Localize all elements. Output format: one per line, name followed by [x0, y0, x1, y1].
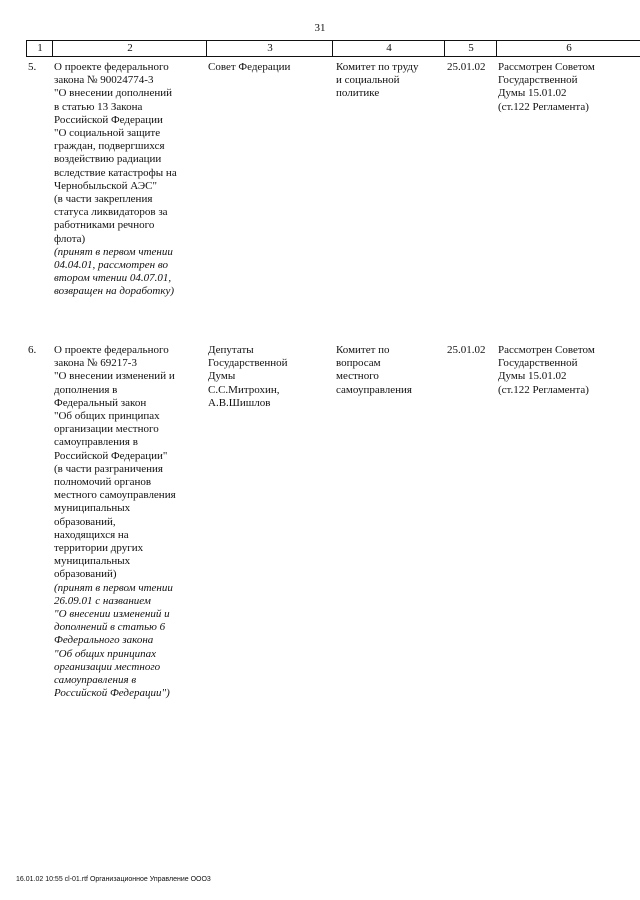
text-line: образований, — [54, 515, 116, 528]
text-line: Комитет по — [336, 344, 390, 356]
text-line: Российской Федерации") — [54, 687, 170, 700]
date — [447, 61, 499, 74]
text-line: образований) — [54, 568, 117, 581]
text-line: самоуправления в — [54, 674, 137, 687]
text-line: (в части разграничения — [54, 462, 163, 475]
text-line: закона № 69217-3 — [54, 357, 137, 370]
text-line: О проекте федерального — [54, 344, 169, 356]
text-line: статуса ликвидаторов за — [54, 206, 168, 219]
text-line: дополнения в — [54, 383, 118, 396]
text-line: Депутаты — [208, 344, 254, 356]
text-line: Российской Федерации" — [54, 449, 168, 462]
footer-info: 16.01.02 10:55 cl-01.rtf Организационное Управление ООО3 — [16, 876, 211, 883]
initiator — [208, 61, 332, 74]
text-line: втором чтении 04.07.01, — [54, 272, 172, 285]
text-line: находящихся на — [54, 528, 129, 541]
text-line: в статью 13 Закона — [54, 100, 143, 113]
text-line: "О социальной защите — [54, 127, 161, 140]
text-line: Государственной — [498, 357, 578, 370]
table-header — [26, 40, 640, 57]
text-line: 25.01.02 — [447, 344, 486, 356]
text-line: самоуправления в — [54, 436, 138, 449]
text-line: (в части закрепления — [54, 193, 153, 206]
text-line: вследствие катастрофы на — [54, 166, 177, 179]
text-line: (принят в первом чтении — [54, 581, 173, 594]
text-line: закона № 90024774-3 — [54, 74, 154, 87]
bill-description — [54, 344, 226, 700]
text-line: Чернобыльской АЭС" — [54, 179, 157, 192]
text-line: Совет Федерации — [208, 61, 291, 73]
text-line: Рассмотрен Советом — [498, 61, 595, 73]
text-line: 04.04.01, рассмотрен во — [54, 259, 168, 272]
text-line: полномочий органов — [54, 476, 152, 489]
header-col-3: 3 — [206, 41, 333, 56]
text-line: А.В.Шишлов — [208, 396, 271, 409]
text-line: Думы 15.01.02 — [498, 370, 567, 383]
text-line: Думы 15.01.02 — [498, 87, 567, 100]
text-line: вопросам — [336, 357, 381, 370]
committee — [336, 61, 444, 101]
initiator — [208, 344, 332, 410]
text-line: "О внесении изменений и — [54, 370, 175, 383]
text-line: местного — [336, 370, 379, 383]
header-col-5: 5 — [444, 41, 497, 56]
text-line: муниципальных — [54, 502, 131, 515]
text-line: политике — [336, 87, 380, 100]
text-line: Государственной — [498, 74, 578, 87]
text-line: Федеральный закон — [54, 396, 147, 409]
text-line: Комитет по труду — [336, 61, 419, 73]
text-line: муниципальных — [54, 555, 131, 568]
text-line: (принят в первом чтении — [54, 245, 173, 258]
text-line: 25.01.02 — [447, 61, 486, 73]
text-line: "О внесении дополнений — [54, 87, 172, 100]
text-line: С.С.Митрохин, — [208, 383, 280, 396]
row-number: 5. — [28, 61, 37, 73]
text-line: возвращен на доработку) — [54, 285, 175, 298]
text-line: самоуправления — [336, 383, 412, 396]
committee — [336, 344, 444, 397]
text-line: Российской Федерации — [54, 113, 163, 126]
text-line: граждан, подвергшихся — [54, 140, 165, 153]
text-line: дополнений в статью 6 — [54, 621, 166, 634]
text-line: организации местного — [54, 660, 161, 673]
row-number: 6. — [28, 344, 37, 356]
text-line: флота) — [54, 232, 86, 245]
text-line: (ст.122 Регламента) — [498, 383, 589, 396]
text-line: (ст.122 Регламента) — [498, 100, 589, 113]
text-line: 26.09.01 с названием — [54, 594, 151, 607]
text-line: местного самоуправления — [54, 489, 176, 502]
text-line: воздействию радиации — [54, 153, 162, 166]
status — [498, 344, 640, 397]
text-line: "О внесении изменений и — [54, 608, 170, 621]
text-line: Федерального закона — [54, 634, 154, 647]
status — [498, 61, 640, 114]
header-col-1: 1 — [26, 41, 53, 56]
text-line: "Об общих принципах — [54, 410, 160, 423]
text-line: Рассмотрен Советом — [498, 344, 595, 356]
text-line: работниками речного — [54, 219, 155, 232]
header-col-4: 4 — [332, 41, 445, 56]
text-line: территории других — [54, 542, 144, 555]
text-line: "Об общих принципах — [54, 647, 157, 660]
text-line: О проекте федерального — [54, 61, 169, 73]
text-line: Думы — [208, 370, 236, 383]
text-line: и социальной — [336, 74, 400, 87]
page-number: 31 — [314, 22, 326, 34]
text-line: организации местного — [54, 423, 159, 436]
header-col-6: 6 — [496, 41, 640, 56]
header-col-2: 2 — [52, 41, 207, 56]
date — [447, 344, 499, 357]
bill-description — [54, 61, 226, 299]
text-line: Государственной — [208, 357, 288, 370]
